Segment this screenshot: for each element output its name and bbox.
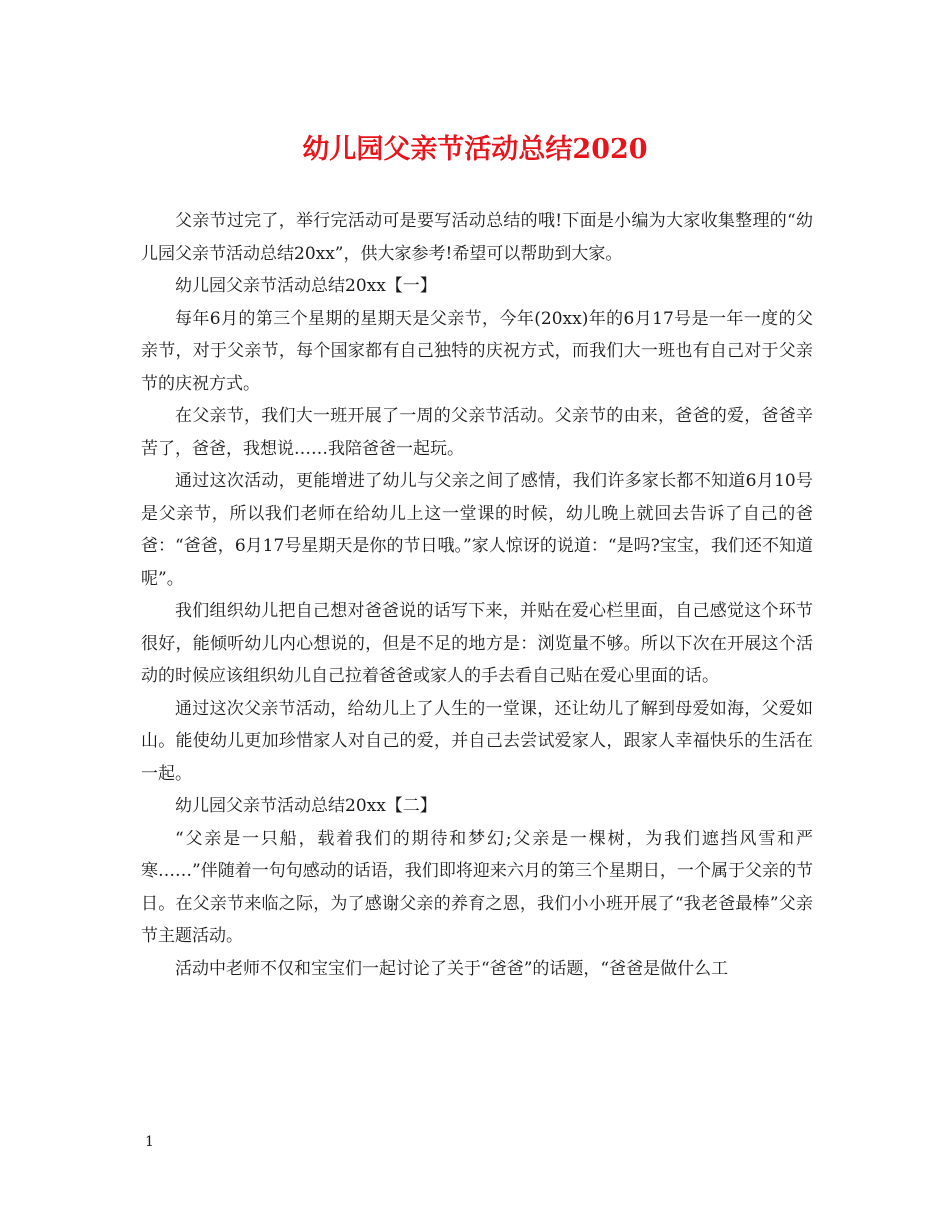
body-paragraph: 每年6月的第三个星期的星期天是父亲节，今年(20xx)年的6月17号是一年一度的父亲节，对于父亲节，每个国家都有自己独特的庆祝方式，而我们大一班也有自己对于父亲节的庆祝方式。 xyxy=(141,308,813,394)
section-heading-1: 幼儿园父亲节活动总结20xx【一】 xyxy=(175,276,437,296)
body-paragraph: 通过这次父亲节活动，给幼儿上了人生的一堂课，还让幼儿了解到母爱如海，父爱如山。能使幼儿更加珍惜家人对自己的爱，并自己去尝试爱家人，跟家人幸福快乐的生活在一起。 xyxy=(141,698,813,784)
body-paragraph: 活动中老师不仅和宝宝们一起讨论了关于“爸爸”的话题，“爸爸是做什么工 xyxy=(175,958,729,979)
body-paragraph: 在父亲节，我们大一班开展了一周的父亲节活动。父亲节的由来，爸爸的爱，爸爸辛苦了，爸爸，我想说……我陪爸爸一起玩。 xyxy=(141,406,813,459)
body-paragraph: 我们组织幼儿把自己想对爸爸说的话写下来，并贴在爱心栏里面，自己感觉这个环节很好，能倾听幼儿内心想说的，但是不足的地方是：浏览量不够。所以下次在开展这个活动的时候应该组织幼儿自己拉着爸爸或家人的手去看自己贴在爱心里面的话。 xyxy=(141,601,813,686)
document-title: 幼儿园父亲节活动总结2020 xyxy=(302,134,648,165)
body-paragraph: 通过这次活动，更能增进了幼儿与父亲之间了感情，我们许多家长都不知道6月10号是父亲节，所以我们老师在给幼儿上这一堂课的时候，幼儿晚上就回去告诉了自己的爸爸：“爸爸，6月17号星期天是你的节日哦。”家人惊讶的说道：“是吗?宝宝，我们还不知道呢”。 xyxy=(141,471,813,589)
body-paragraph: “父亲是一只船，载着我们的期待和梦幻;父亲是一棵树，为我们遮挡风雪和严寒……”伴随着一句句感动的话语，我们即将迎来六月的第三个星期日，一个属于父亲的节日。在父亲节来临之际，为了感谢父亲的养育之恩，我们小小班开展了“我老爸最棒”父亲节主题活动。 xyxy=(141,828,813,946)
page-number: 1 xyxy=(145,1134,154,1150)
intro-paragraph: 父亲节过完了，举行完活动可是要写活动总结的哦!下面是小编为大家收集整理的“幼儿园父亲节活动总结20xx”，供大家参考!希望可以帮助到大家。 xyxy=(141,211,813,264)
section-heading-2: 幼儿园父亲节活动总结20xx【二】 xyxy=(175,796,437,816)
document-body xyxy=(141,205,813,985)
